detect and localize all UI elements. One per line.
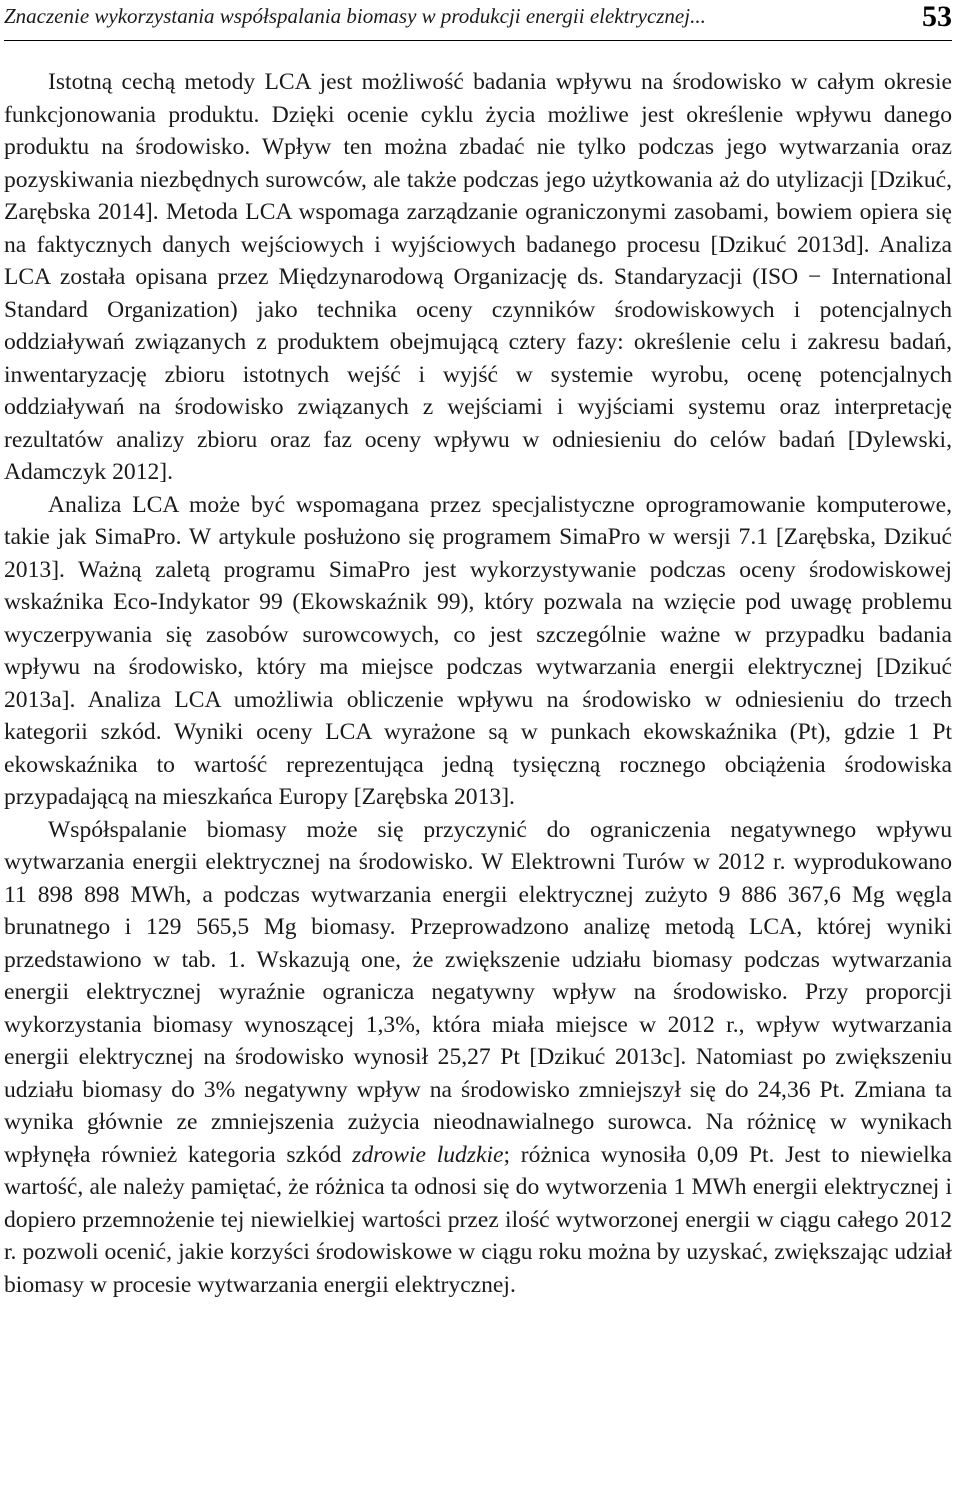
paragraph-text-part: ; różnica wynosiła 0,09 Pt. Jest to niewielka wartość, ale należy pamiętać, że różnica ta odnosi się do wytworzenia 1 MWh energii elektrycznej i dopiero przemnożenie tej niewielkiej wartości przez ilość wytworzonej energii w ciągu całego 2012 r. pozwoli ocenić, jakie korzyści środowiskowe w ciągu roku można by uzyskać, zwiększając udział biomasy w procesie wytwarzania energii elektrycznej. [4, 1141, 952, 1298]
page-number: 53 [922, 0, 952, 33]
body-text [4, 66, 952, 1301]
damage-category-term: zdrowie ludzkie [352, 1141, 504, 1168]
running-title: Znaczenie wykorzystania współspalania biomasy w produkcji energii elektrycznej... [4, 4, 706, 28]
running-header [4, 0, 952, 41]
paragraph-cofiring-turow [4, 814, 952, 1302]
paragraph-text-part: Współspalanie biomasy może się przyczynić do ograniczenia negatywnego wpływu wytwarzania energii elektrycznej na środowisko. W Elektrowni Turów w 2012 r. wyprodukowano 11 898 898 MWh, a podczas wytwarzania energii elektrycznej zużyto 9 886 367,6 Mg węgla brunatnego i 129 565,5 Mg biomasy. Przeprowadzono analizę metodą LCA, której wyniki przedstawiono w tab. 1. Wskazują one, że zwiększenie udziału biomasy podczas wytwarzania energii elektrycznej wyraźnie ogranicza negatywny wpływ na środowisko. Przy proporcji wykorzystania biomasy wynoszącej 1,3%, która miała miejsce w 2012 r., wpływ wytwarzania energii elektrycznej na środowisko wynosił 25,27 Pt [Dzikuć 2013c]. Natomiast po zwiększeniu udziału biomasy do 3% negatywny wpływ na środowisko zmniejszył się do 24,36 Pt. Zmiana ta wynika głównie ze zmniejszenia zużycia nieodnawialnego surowca. Na różnicę w wynikach wpłynęła również kategoria szkód [4, 816, 952, 1168]
paragraph-lca-method: Istotną cechą metody LCA jest możliwość badania wpływu na środowisko w całym okresie funkcjonowania produktu. Dzięki ocenie cyklu życia możliwe jest określenie wpływu danego produktu na środowisko. Wpływ ten można zbadać nie tylko podczas jego wytwarzania oraz pozyskiwania niezbędnych surowców, ale także podczas jego użytkowania aż do utylizacji [Dzikuć, Zarębska 2014]. Metoda LCA wspomaga zarządzanie ograniczonymi zasobami, bowiem opiera się na faktycznych danych wejściowych i wyjściowych badanego procesu [Dzikuć 2013d]. Analiza LCA została opisana przez Międzynarodową Organizację ds. Standaryzacji (ISO − International Standard Organization) jako technika oceny czynników środowiskowych i potencjalnych oddziaływań związanych z produktem obejmującą cztery fazy: określenie celu i zakresu badań, inwentaryzację zbioru istotnych wejść i wyjść w systemie wyrobu, ocenę potencjalnych oddziaływań na środowisko związanych z wejściami i wyjściami systemu oraz interpretację rezultatów analizy zbioru oraz faz oceny wpływu w odniesieniu do celów badań [Dylewski, Adamczyk 2012]. [4, 69, 952, 485]
paragraph-simapro: Analiza LCA może być wspomagana przez specjalistyczne oprogramowanie komputerowe, takie jak SimaPro. W artykule posłużono się programem SimaPro w wersji 7.1 [Zarębska, Dzikuć 2013]. Ważną zaletą programu SimaPro jest wykorzystywanie podczas oceny środowiskowej wskaźnika Eco-Indykator 99 (Ekowskaźnik 99), który pozwala na wzięcie pod uwagę problemu wyczerpywania się zasobów surowcowych, co jest szczególnie ważne w przypadku badania wpływu na środowisko, który ma miejsce podczas wytwarzania energii elektrycznej [Dzikuć 2013a]. Analiza LCA umożliwia obliczenie wpływu na środowisko w odniesieniu do trzech kategorii szkód. Wyniki oceny LCA wyrażone są w punkach ekowskaźnika (Pt), gdzie 1 Pt ekowskaźnika to wartość reprezentująca jedną tysięczną rocznego obciążenia środowiska przypadającą na mieszkańca Europy [Zarębska 2013]. [4, 491, 952, 810]
